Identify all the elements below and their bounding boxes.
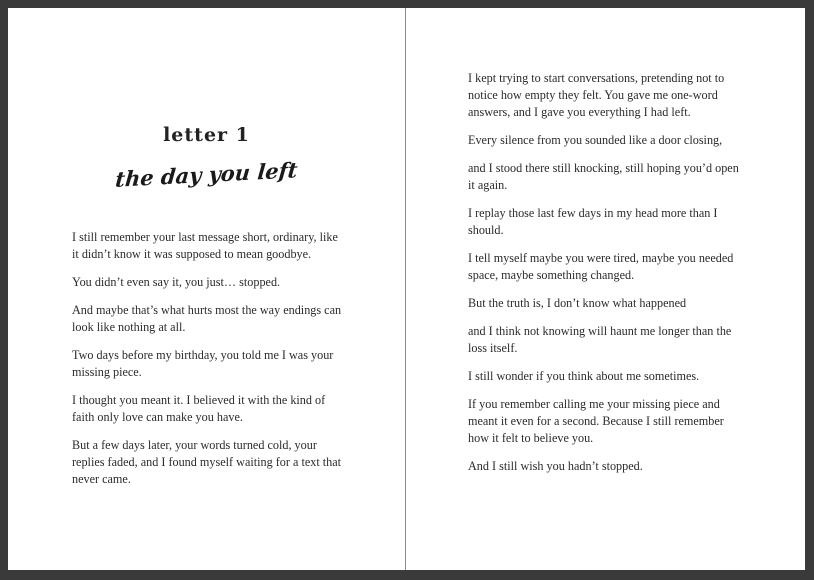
paragraph: Every silence from you sounded like a door closing, — [468, 133, 723, 147]
paragraph: Two days before my birthday, you told me I was your missing piece. — [72, 348, 334, 379]
paragraph: And maybe that’s what hurts most the way endings can look like nothing at all. — [72, 303, 342, 334]
paragraph: You didn’t even say it, you just… stopped. — [72, 275, 281, 289]
right-page — [406, 8, 805, 570]
book-spread — [8, 8, 805, 570]
paragraph: If you remember calling me your missing piece and meant it even for a second. Because I still remember how it felt to believe you. — [468, 397, 724, 445]
paragraph: And I still wish you hadn’t stopped. — [468, 459, 643, 473]
paragraph: I thought you meant it. I believed it with the kind of faith only love can make you have. — [72, 393, 326, 424]
paragraph: But a few days later, your words turned cold, your replies faded, and I found myself waiting for a text that never came. — [72, 438, 342, 486]
chapter-title: letter 1 — [163, 124, 250, 146]
paragraph: and I think not knowing will haunt me longer than the loss itself. — [468, 324, 732, 355]
paragraph: I tell myself maybe you were tired, maybe you needed space, maybe something changed. — [468, 251, 734, 282]
left-page — [8, 8, 406, 570]
right-page-body — [468, 70, 740, 486]
left-page-body — [72, 229, 347, 499]
paragraph: and I stood there still knocking, still hoping you’d open it again. — [468, 161, 739, 192]
paragraph: I replay those last few days in my head more than I should. — [468, 206, 718, 237]
paragraph: I kept trying to start conversations, pretending not to notice how empty they felt. You gave me one-word answers, and I gave you everything I had left. — [468, 71, 725, 119]
paragraph: But the truth is, I don’t know what happened — [468, 296, 687, 310]
paragraph: I still remember your last message short, ordinary, like it didn’t know it was supposed to mean goodbye. — [72, 230, 338, 261]
chapter-subtitle: the day you left — [114, 157, 299, 192]
paragraph: I still wonder if you think about me sometimes. — [468, 369, 700, 383]
